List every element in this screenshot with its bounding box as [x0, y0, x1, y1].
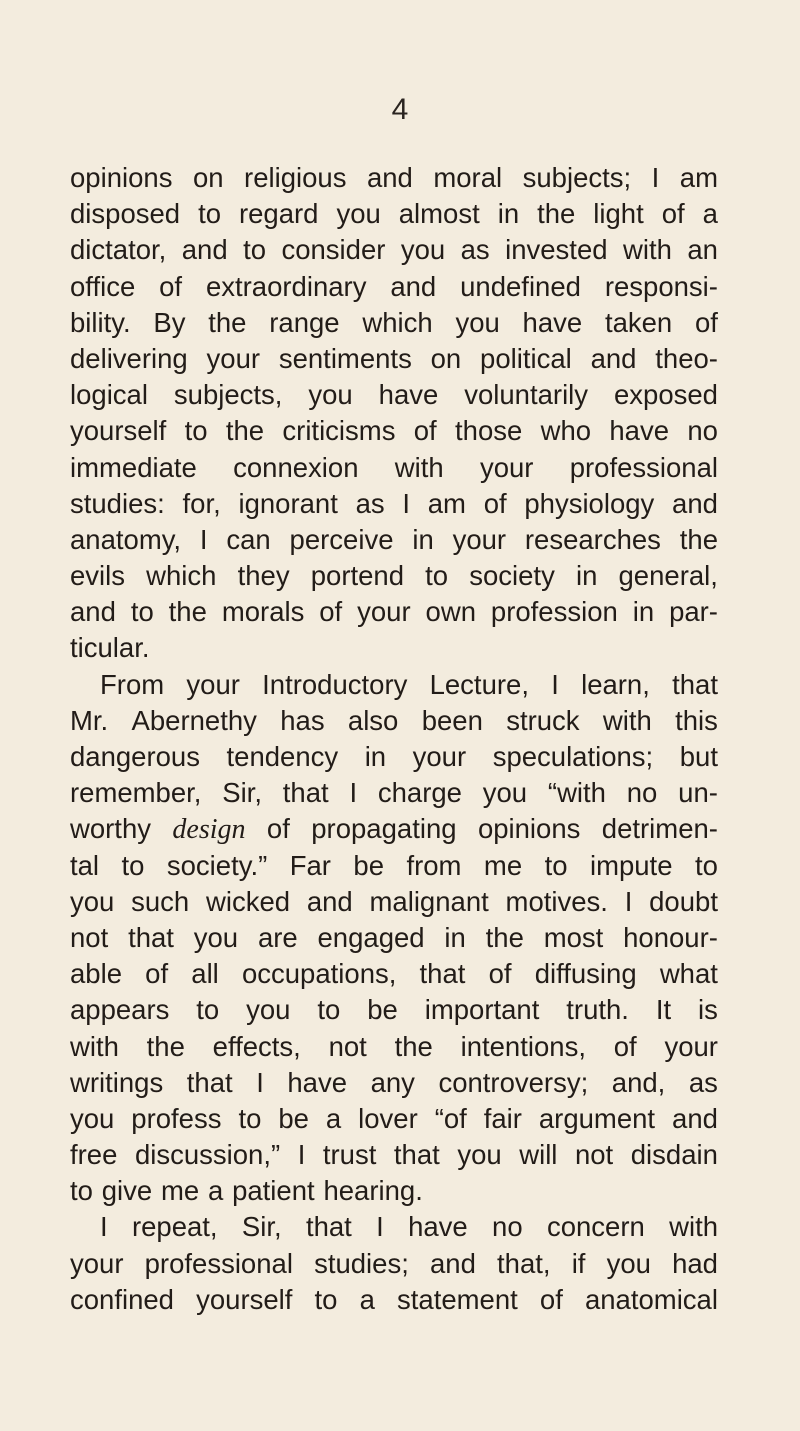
word: of — [145, 958, 169, 990]
word: society.” — [166, 849, 268, 881]
word: am — [679, 162, 718, 193]
word: par- — [669, 596, 718, 628]
word: with — [394, 451, 444, 483]
word: from — [406, 849, 462, 881]
word: important — [424, 994, 540, 1026]
word: intentions, — [460, 1030, 586, 1062]
word: of — [539, 1283, 563, 1315]
word: discussion,” — [134, 1139, 281, 1171]
text-line — [70, 1282, 718, 1318]
word: effects, — [212, 1030, 301, 1062]
word: that — [419, 958, 466, 990]
text-line — [70, 775, 718, 811]
word: most — [543, 921, 604, 953]
word: to — [317, 994, 341, 1026]
word: the — [537, 198, 576, 230]
word: fair — [483, 1102, 522, 1134]
word: ignorant — [238, 487, 338, 519]
word: taken — [604, 306, 673, 338]
word: you — [70, 1102, 115, 1134]
word: the — [225, 415, 265, 447]
word: light — [593, 198, 644, 230]
word: on — [430, 342, 462, 374]
text-line — [70, 160, 718, 196]
word: of — [159, 270, 183, 302]
word: the — [146, 1030, 185, 1062]
word: that — [672, 668, 718, 700]
word: your — [357, 596, 411, 628]
text-line — [70, 992, 718, 1028]
word: society — [469, 560, 555, 592]
word: me — [483, 849, 523, 881]
word: learn, — [581, 668, 650, 700]
word: honour- — [623, 921, 718, 953]
word: on — [192, 162, 224, 193]
word: of — [613, 1030, 637, 1062]
word: you — [455, 306, 500, 338]
word: the — [208, 306, 247, 338]
word: I — [349, 777, 358, 809]
word: and — [70, 596, 116, 628]
text-line — [70, 196, 718, 232]
word: and — [672, 487, 718, 519]
word: speculations; — [492, 741, 654, 772]
word: not — [328, 1030, 367, 1062]
word: if — [571, 1247, 586, 1279]
word: a — [325, 1102, 342, 1134]
text-line — [70, 1101, 718, 1137]
word: subjects, — [173, 379, 283, 411]
word: and — [430, 1247, 476, 1279]
word: you — [457, 1139, 502, 1171]
text-line — [70, 848, 718, 884]
page-number: 4 — [391, 93, 409, 126]
text-line — [70, 486, 718, 522]
word: professional — [569, 451, 718, 483]
word: invested — [505, 234, 608, 266]
word: anatomical — [584, 1283, 718, 1315]
word: for, — [182, 487, 221, 519]
word: writings — [70, 1066, 164, 1098]
text-line — [70, 956, 718, 992]
word: such — [131, 885, 190, 917]
word: you — [193, 921, 239, 953]
word: political — [480, 342, 572, 374]
word: I — [624, 885, 633, 917]
text-line — [70, 1209, 718, 1245]
word: your — [206, 342, 261, 374]
word: not — [574, 1139, 614, 1171]
text-line — [70, 811, 718, 847]
word: hearing. — [323, 1175, 423, 1207]
word: have — [378, 379, 439, 411]
text-line — [70, 739, 718, 775]
word: evils — [70, 560, 126, 592]
body-text — [70, 160, 718, 1318]
word: you — [336, 198, 381, 230]
word: of — [319, 596, 343, 628]
word: undefined — [460, 270, 581, 302]
word: immediate — [70, 451, 197, 483]
word: as — [688, 1066, 718, 1098]
word: and — [181, 234, 228, 266]
word: an — [687, 234, 718, 266]
word: I — [376, 1211, 384, 1243]
word: repeat, — [131, 1211, 218, 1243]
word: no — [687, 415, 718, 447]
word: to — [184, 415, 208, 447]
word: wicked — [206, 885, 291, 917]
word: with — [602, 704, 652, 736]
word: exposed — [613, 379, 718, 411]
word: disposed — [70, 198, 181, 230]
word: perceive — [289, 523, 394, 555]
text-line — [70, 1137, 718, 1173]
word: also — [347, 704, 399, 736]
word: I — [651, 162, 660, 193]
word: your — [412, 741, 467, 772]
word: in — [497, 198, 520, 230]
word: that — [128, 921, 174, 953]
word: trust — [322, 1139, 377, 1171]
word: are — [257, 921, 298, 953]
word: in — [444, 921, 466, 953]
word: and — [306, 885, 353, 917]
word: delivering — [70, 342, 188, 374]
word: worthy — [70, 813, 151, 845]
word: moral — [433, 162, 503, 193]
word: tal — [70, 849, 100, 881]
word: appears — [70, 994, 170, 1026]
word: to — [425, 560, 449, 592]
word: diffusing — [534, 958, 637, 990]
word: I — [256, 1066, 264, 1098]
word: able — [70, 958, 122, 990]
word: engaged — [317, 921, 425, 953]
word: with — [70, 1030, 119, 1062]
word: subjects; — [522, 162, 632, 193]
word: had — [672, 1247, 718, 1279]
word: range — [269, 306, 340, 338]
word: malignant — [369, 885, 489, 917]
word: is — [698, 994, 718, 1026]
word: and — [672, 1102, 718, 1134]
text-line — [70, 1173, 718, 1209]
word: in — [575, 560, 598, 592]
word: in — [632, 596, 655, 628]
word: and — [390, 270, 437, 302]
word: who — [540, 415, 592, 447]
text-line — [70, 920, 718, 956]
word: have — [609, 415, 670, 447]
word: profess — [131, 1102, 222, 1134]
word: to — [121, 849, 145, 881]
word: statement — [397, 1283, 518, 1315]
word: which — [146, 560, 217, 592]
word: with — [669, 1211, 718, 1243]
word: all — [191, 958, 219, 990]
word: the — [485, 921, 524, 953]
word: to — [544, 849, 568, 881]
word: own — [425, 596, 476, 628]
word: of — [266, 813, 290, 845]
text-line — [70, 413, 718, 449]
word: general, — [618, 560, 718, 592]
word: to — [196, 994, 220, 1026]
word: no — [492, 1211, 523, 1243]
word: lover — [358, 1102, 418, 1134]
word: detrimen- — [601, 813, 718, 845]
word: Introductory — [262, 668, 408, 700]
text-line — [70, 558, 718, 594]
text-line — [70, 522, 718, 558]
text-line — [70, 450, 718, 486]
word: consider — [281, 234, 386, 266]
word: that, — [497, 1247, 551, 1279]
word: have — [408, 1211, 468, 1243]
word: tendency — [226, 741, 339, 772]
word: dangerous — [70, 741, 200, 772]
text-line — [70, 630, 718, 666]
word: to — [198, 198, 221, 230]
word: portend — [310, 560, 405, 592]
word: with — [622, 234, 672, 266]
word: concern — [546, 1211, 645, 1243]
text-line — [70, 1065, 718, 1101]
word: a — [702, 198, 718, 230]
word: to — [238, 1102, 262, 1134]
text-line — [70, 377, 718, 413]
word: that — [305, 1211, 352, 1243]
word: as — [460, 234, 490, 266]
word: a — [207, 1175, 224, 1207]
word: disdain — [630, 1139, 718, 1171]
word: those — [455, 415, 523, 447]
word: Abernethy — [131, 704, 257, 736]
word: you — [308, 379, 353, 411]
word: physiology — [524, 487, 655, 519]
word: motives. — [505, 885, 608, 917]
word: ticular. — [70, 632, 150, 664]
word: but — [679, 741, 718, 772]
word: anatomy, — [70, 523, 182, 555]
word: in — [412, 523, 434, 555]
word: can — [226, 523, 271, 555]
word: and — [590, 342, 637, 374]
word: yourself — [70, 415, 167, 447]
word: the — [168, 596, 207, 628]
text-line — [70, 1029, 718, 1065]
word: you — [400, 234, 446, 266]
word: have — [287, 1066, 348, 1098]
word: logical — [70, 379, 148, 411]
word: From — [100, 668, 165, 700]
word: connexion — [233, 451, 359, 483]
word: to — [243, 234, 267, 266]
word: “with — [547, 777, 606, 809]
word: un- — [678, 777, 718, 809]
word: profession — [490, 596, 618, 628]
word: your — [70, 1247, 124, 1279]
word: that — [282, 777, 329, 809]
word: doubt — [649, 885, 718, 917]
word: controversy; — [438, 1066, 589, 1098]
word: opinions — [70, 162, 173, 193]
word: your — [664, 1030, 718, 1062]
word: any — [370, 1066, 415, 1098]
word: “of — [434, 1102, 467, 1134]
word: of — [695, 306, 718, 338]
word: dictator, — [70, 234, 167, 266]
word: be — [353, 849, 384, 881]
word: sentiments — [278, 342, 412, 374]
word: impute — [589, 849, 673, 881]
word: I — [402, 487, 411, 519]
word: your — [479, 451, 534, 483]
word: am — [427, 487, 466, 519]
word: I — [551, 668, 559, 700]
word: studies: — [70, 487, 165, 519]
word: you — [246, 994, 291, 1026]
word: and — [366, 162, 413, 193]
word: It — [655, 994, 672, 1026]
word: be — [367, 994, 398, 1026]
text-line — [70, 305, 718, 341]
word: I — [100, 1211, 108, 1243]
word: that — [186, 1066, 233, 1098]
word: struck — [506, 704, 580, 736]
word: not — [70, 921, 109, 953]
word: argument — [538, 1102, 656, 1134]
word: studies; — [314, 1247, 409, 1279]
word: a — [359, 1283, 375, 1315]
word: Lecture, — [429, 668, 529, 700]
word: you — [606, 1247, 651, 1279]
word: I — [297, 1139, 306, 1171]
word: this — [675, 704, 718, 736]
word: extraordinary — [205, 270, 367, 302]
word: and, — [611, 1066, 666, 1098]
word: yourself — [196, 1283, 293, 1315]
word: of — [413, 415, 437, 447]
word: charge — [377, 777, 462, 809]
word: researches — [524, 523, 661, 555]
word: what — [659, 958, 718, 990]
word: the — [679, 523, 718, 555]
word: bility. — [70, 306, 131, 338]
word: you — [482, 777, 528, 809]
word: truth. — [566, 994, 629, 1026]
word: give — [101, 1175, 153, 1207]
text-line — [70, 269, 718, 305]
word: By — [153, 306, 186, 338]
word: free — [70, 1139, 118, 1171]
word: your — [452, 523, 507, 555]
word: to — [130, 596, 154, 628]
word: criticisms — [282, 415, 396, 447]
word: theo- — [655, 342, 718, 374]
text-line — [70, 1246, 718, 1282]
word: no — [626, 777, 658, 809]
text-line — [70, 594, 718, 630]
word: as — [355, 487, 385, 519]
word: Sir, — [241, 1211, 282, 1243]
word: professional — [144, 1247, 293, 1279]
word: has — [280, 704, 325, 736]
word: Far — [289, 849, 331, 881]
word: be — [278, 1102, 309, 1134]
word: have — [522, 306, 583, 338]
word: occupations, — [241, 958, 397, 990]
word: religious — [244, 162, 347, 193]
word: confined — [70, 1283, 174, 1315]
word: they — [237, 560, 290, 592]
word: remember, — [70, 777, 202, 809]
text-line — [70, 884, 718, 920]
word: opinions — [477, 813, 581, 845]
word: regard — [238, 198, 319, 230]
word: voluntarily — [464, 379, 589, 411]
word: morals — [221, 596, 305, 628]
word: to — [314, 1283, 338, 1315]
word: of — [488, 958, 512, 990]
word: Mr. — [70, 704, 109, 736]
word: propagating — [311, 813, 457, 845]
text-line — [70, 703, 718, 739]
word: design — [172, 814, 246, 846]
word: of — [661, 198, 685, 230]
text-line — [70, 341, 718, 377]
word: to — [70, 1175, 93, 1207]
word: the — [394, 1030, 433, 1062]
word: been — [421, 704, 483, 736]
word: responsi- — [604, 270, 718, 302]
word: Sir, — [222, 777, 262, 809]
word: that — [393, 1139, 440, 1171]
word: I — [199, 523, 208, 555]
word: almost — [398, 198, 480, 230]
word: which — [362, 306, 433, 338]
word: office — [70, 270, 136, 302]
text-line — [70, 667, 718, 703]
word: me — [160, 1175, 200, 1207]
word: patient — [232, 1175, 315, 1207]
word: in — [364, 741, 387, 772]
text-line — [70, 232, 718, 268]
word: to — [694, 849, 718, 881]
word: you — [70, 885, 115, 917]
word: will — [519, 1139, 558, 1171]
word: your — [186, 668, 240, 700]
word: of — [483, 487, 507, 519]
